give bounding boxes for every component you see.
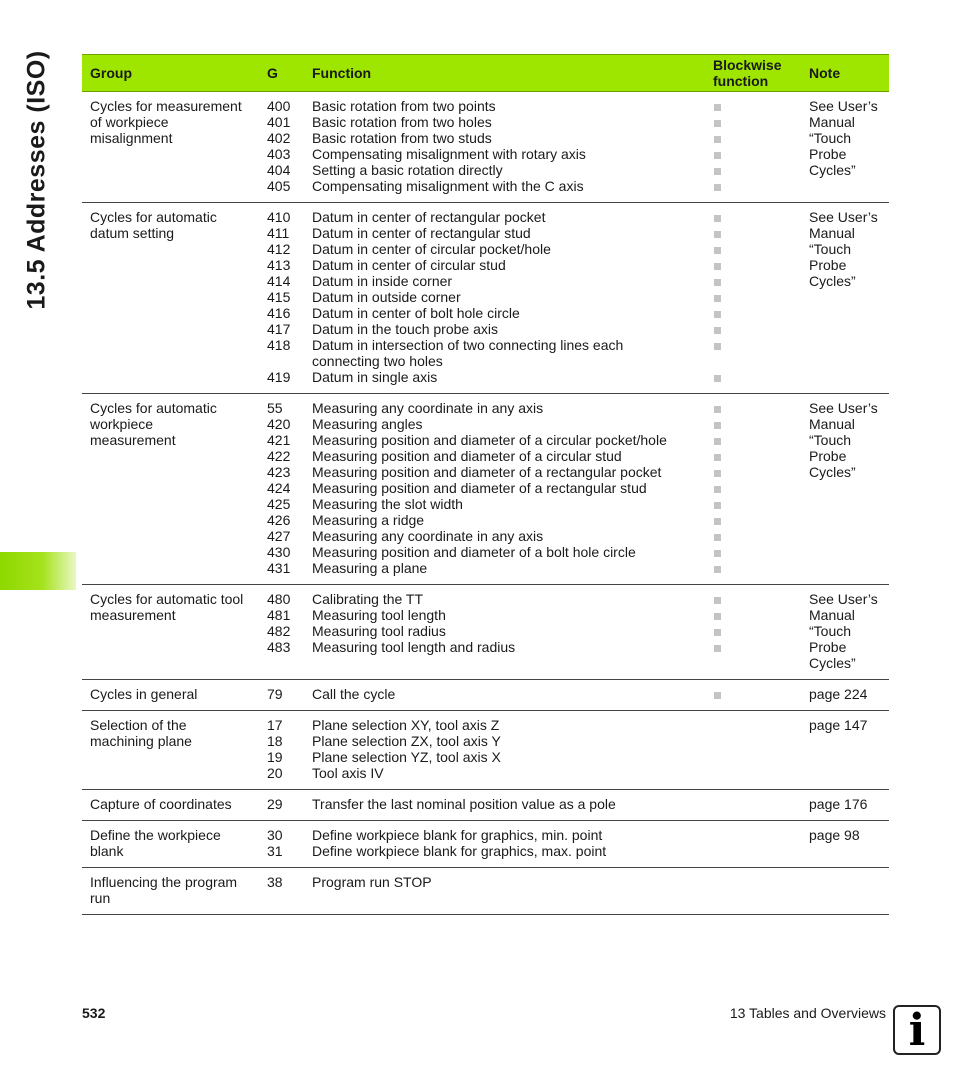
- function-cell: [304, 821, 705, 868]
- note-cell: [801, 394, 889, 585]
- note-cell: [801, 585, 889, 680]
- function-text: Measuring position and diameter of a bolt hole circle: [312, 544, 636, 560]
- note-cell: [801, 92, 889, 203]
- function-text: Basic rotation from two points: [312, 98, 496, 114]
- square-bullet-icon: [714, 375, 721, 382]
- g-code: 424: [267, 480, 291, 496]
- group-text-line: run: [90, 890, 111, 906]
- blockwise-marker: [713, 225, 793, 241]
- g-code: 414: [267, 273, 291, 289]
- group-cell: [82, 711, 259, 790]
- g-code: 422: [267, 448, 291, 464]
- group-cell: [82, 92, 259, 203]
- blockwise-marker: [713, 464, 793, 480]
- group-cell: [82, 868, 259, 915]
- group-text-line: blank: [90, 843, 124, 859]
- g-code: 38: [267, 874, 283, 890]
- function-text: Datum in outside corner: [312, 289, 461, 305]
- chapter-label: 13 Tables and Overviews: [729, 1005, 886, 1021]
- note-text-line: Probe: [809, 146, 847, 162]
- note-text-line: See User’s: [809, 400, 878, 416]
- g-code-cell: [259, 821, 304, 868]
- note-text-line: “Touch: [809, 241, 852, 257]
- group-text-line: datum setting: [90, 225, 175, 241]
- square-bullet-icon: [714, 279, 721, 286]
- function-text: Measuring tool length: [312, 607, 446, 623]
- square-bullet-icon: [714, 247, 721, 254]
- g-code: 31: [267, 843, 283, 859]
- note-text-line: See User’s: [809, 98, 878, 114]
- function-text: Datum in center of rectangular pocket: [312, 209, 546, 225]
- group-cell: [82, 394, 259, 585]
- square-bullet-icon: [714, 327, 721, 334]
- g-code: 426: [267, 512, 291, 528]
- g-code: 416: [267, 305, 291, 321]
- g-code: 419: [267, 369, 291, 385]
- group-cell: [82, 680, 259, 711]
- function-text: Compensating misalignment with rotary axis: [312, 146, 586, 162]
- square-bullet-icon: [714, 215, 721, 222]
- function-text: Tool axis IV: [312, 765, 384, 781]
- function-text: Measuring a plane: [312, 560, 428, 576]
- function-text: Define workpiece blank for graphics, min. point: [312, 827, 603, 843]
- blockwise-marker: [713, 162, 793, 178]
- square-bullet-icon: [714, 502, 721, 509]
- blockwise-marker: [713, 98, 793, 114]
- function-text: Datum in center of circular stud: [312, 257, 506, 273]
- g-code: 427: [267, 528, 291, 544]
- function-text: Plane selection XY, tool axis Z: [312, 717, 500, 733]
- blockwise-marker: [713, 432, 793, 448]
- note-cell: [801, 680, 889, 711]
- function-text: Transfer the last nominal position value as a pole: [312, 796, 616, 812]
- function-text: Basic rotation from two holes: [312, 114, 492, 130]
- blockwise-marker: [713, 623, 793, 639]
- function-text: Measuring angles: [312, 416, 423, 432]
- iso-address-table: [82, 54, 889, 915]
- g-code-cell: [259, 868, 304, 915]
- table-header-row: [82, 55, 889, 92]
- blockwise-marker: [713, 178, 793, 194]
- function-text: Datum in the touch probe axis: [312, 321, 498, 337]
- g-code: 29: [267, 796, 283, 812]
- square-bullet-icon: [714, 120, 721, 127]
- table-row: [82, 394, 889, 585]
- table-row: [82, 203, 889, 394]
- function-text: Basic rotation from two studs: [312, 130, 492, 146]
- info-icon: i: [893, 1005, 941, 1055]
- chapter-tab-marker: [0, 552, 76, 590]
- side-title-text: 13.5 Addresses (ISO): [22, 50, 51, 310]
- square-bullet-icon: [714, 629, 721, 636]
- g-code: 17: [267, 717, 283, 733]
- g-code: 405: [267, 178, 291, 194]
- blockwise-marker: [713, 273, 793, 289]
- blockwise-marker: [713, 146, 793, 162]
- function-text: Datum in intersection of two connecting lines each: [312, 337, 624, 353]
- group-text-line: of workpiece: [90, 114, 169, 130]
- blockwise-marker: [713, 257, 793, 273]
- group-text-line: measurement: [90, 607, 176, 623]
- g-code: 402: [267, 130, 291, 146]
- square-bullet-icon: [714, 295, 721, 302]
- function-text: Measuring a ridge: [312, 512, 425, 528]
- header-function: Function: [304, 55, 705, 92]
- function-text: Define workpiece blank for graphics, max. point: [312, 843, 607, 859]
- function-text: Calibrating the TT: [312, 591, 424, 607]
- g-code: 482: [267, 623, 291, 639]
- function-text: Setting a basic rotation directly: [312, 162, 503, 178]
- blockwise-marker: [713, 321, 793, 337]
- g-code: 55: [267, 400, 283, 416]
- blockwise-marker: [713, 639, 793, 655]
- note-text-line: Manual: [809, 607, 855, 623]
- note-text-line: page 176: [809, 796, 868, 812]
- g-code: 425: [267, 496, 291, 512]
- table-row: [82, 711, 889, 790]
- square-bullet-icon: [714, 550, 721, 557]
- g-code: 79: [267, 686, 283, 702]
- g-code: 403: [267, 146, 291, 162]
- square-bullet-icon: [714, 152, 721, 159]
- note-text-line: “Touch: [809, 432, 852, 448]
- blockwise-marker: [713, 496, 793, 512]
- blockwise-cell: [705, 868, 801, 915]
- square-bullet-icon: [714, 343, 721, 350]
- function-text: Datum in center of bolt hole circle: [312, 305, 520, 321]
- square-bullet-icon: [714, 566, 721, 573]
- function-text: Plane selection YZ, tool axis X: [312, 749, 501, 765]
- blockwise-marker: [713, 827, 793, 843]
- blockwise-marker: [713, 733, 793, 749]
- g-code: 404: [267, 162, 291, 178]
- g-code: 431: [267, 560, 291, 576]
- blockwise-marker: [713, 337, 793, 353]
- g-code: 421: [267, 432, 291, 448]
- g-code: 413: [267, 257, 291, 273]
- function-text: Datum in inside corner: [312, 273, 453, 289]
- function-cell: [304, 585, 705, 680]
- note-text-line: Cycles”: [809, 464, 856, 480]
- g-code: 483: [267, 639, 291, 655]
- g-code-cell: [259, 394, 304, 585]
- square-bullet-icon: [714, 534, 721, 541]
- function-text: Measuring position and diameter of a rectangular pocket: [312, 464, 662, 480]
- group-text-line: Cycles in general: [90, 686, 198, 702]
- square-bullet-icon: [714, 231, 721, 238]
- blockwise-cell: [705, 711, 801, 790]
- g-code: 430: [267, 544, 291, 560]
- g-code: [267, 353, 296, 369]
- note-text-line: “Touch: [809, 623, 852, 639]
- function-cell: [304, 680, 705, 711]
- square-bullet-icon: [714, 406, 721, 413]
- blockwise-marker: [713, 843, 793, 859]
- blockwise-cell: [705, 790, 801, 821]
- square-bullet-icon: [714, 263, 721, 270]
- blockwise-cell: [705, 680, 801, 711]
- table-row: [82, 868, 889, 915]
- g-code: 411: [267, 225, 290, 241]
- g-code: 30: [267, 827, 283, 843]
- note-text-line: Probe: [809, 639, 847, 655]
- square-bullet-icon: [714, 104, 721, 111]
- square-bullet-icon: [714, 311, 721, 318]
- function-text: Call the cycle: [312, 686, 396, 702]
- function-text: Compensating misalignment with the C axis: [312, 178, 584, 194]
- g-code: 19: [267, 749, 283, 765]
- note-text-line: Cycles”: [809, 655, 856, 671]
- blockwise-marker: [713, 209, 793, 225]
- blockwise-cell: [705, 585, 801, 680]
- blockwise-marker: [713, 130, 793, 146]
- blockwise-marker: [713, 241, 793, 257]
- note-text-line: See User’s: [809, 591, 878, 607]
- blockwise-marker: [713, 400, 793, 416]
- g-code-cell: [259, 680, 304, 711]
- g-code: 417: [267, 321, 291, 337]
- note-text-line: Cycles”: [809, 273, 856, 289]
- g-code: 400: [267, 98, 291, 114]
- function-text: Measuring tool radius: [312, 623, 446, 639]
- blockwise-marker: [713, 717, 793, 733]
- g-code: 480: [267, 591, 291, 607]
- group-cell: [82, 203, 259, 394]
- g-code-cell: [259, 790, 304, 821]
- g-code-cell: [259, 92, 304, 203]
- square-bullet-icon: [714, 136, 721, 143]
- function-text: Datum in single axis: [312, 369, 438, 385]
- blockwise-marker: [713, 448, 793, 464]
- g-code: 401: [267, 114, 291, 130]
- function-text: Program run STOP: [312, 874, 432, 890]
- square-bullet-icon: [714, 168, 721, 175]
- note-text-line: page 224: [809, 686, 868, 702]
- function-text: Measuring any coordinate in any axis: [312, 528, 544, 544]
- g-code: 412: [267, 241, 291, 257]
- square-bullet-icon: [714, 613, 721, 620]
- page-number: 532: [82, 1005, 106, 1021]
- header-g: G: [259, 55, 304, 92]
- function-cell: [304, 394, 705, 585]
- blockwise-marker: [713, 305, 793, 321]
- function-text: Measuring tool length and radius: [312, 639, 516, 655]
- note-cell: [801, 790, 889, 821]
- note-cell: [801, 821, 889, 868]
- g-code: 18: [267, 733, 283, 749]
- function-cell: [304, 92, 705, 203]
- note-cell: [801, 203, 889, 394]
- group-cell: [82, 821, 259, 868]
- function-text: Datum in center of rectangular stud: [312, 225, 531, 241]
- header-blockwise: [705, 55, 801, 92]
- note-text-line: Manual: [809, 114, 855, 130]
- blockwise-marker: [713, 686, 793, 702]
- note-text-line: Probe: [809, 448, 847, 464]
- blockwise-marker: [713, 796, 793, 812]
- g-code: 418: [267, 337, 291, 353]
- blockwise-marker: [713, 528, 793, 544]
- group-text-line: Cycles for automatic: [90, 209, 217, 225]
- square-bullet-icon: [714, 486, 721, 493]
- note-text-line: page 147: [809, 717, 868, 733]
- function-text: Measuring any coordinate in any axis: [312, 400, 544, 416]
- group-text-line: Cycles for measurement: [90, 98, 242, 114]
- group-cell: [82, 585, 259, 680]
- square-bullet-icon: [714, 470, 721, 477]
- blockwise-marker: [713, 512, 793, 528]
- group-text-line: workpiece: [90, 416, 154, 432]
- table-row: [82, 790, 889, 821]
- group-text-line: Cycles for automatic tool: [90, 591, 244, 607]
- group-text-line: Capture of coordinates: [90, 796, 232, 812]
- group-text-line: Define the workpiece: [90, 827, 221, 843]
- note-text-line: “Touch: [809, 130, 852, 146]
- function-cell: [304, 868, 705, 915]
- note-text-line: See User’s: [809, 209, 878, 225]
- g-code: 410: [267, 209, 291, 225]
- note-text-line: Manual: [809, 225, 855, 241]
- note-cell: [801, 868, 889, 915]
- square-bullet-icon: [714, 692, 721, 699]
- note-text-line: Manual: [809, 416, 855, 432]
- g-code: 420: [267, 416, 291, 432]
- side-title: [17, 50, 57, 310]
- square-bullet-icon: [714, 454, 721, 461]
- blockwise-marker: [713, 114, 793, 130]
- g-code-cell: [259, 711, 304, 790]
- square-bullet-icon: [714, 518, 721, 525]
- blockwise-marker: [713, 591, 793, 607]
- table-row: [82, 680, 889, 711]
- table-row: [82, 585, 889, 680]
- square-bullet-icon: [714, 597, 721, 604]
- blockwise-marker: [713, 289, 793, 305]
- blockwise-marker: [713, 560, 793, 576]
- group-text-line: machining plane: [90, 733, 192, 749]
- blockwise-cell: [705, 821, 801, 868]
- square-bullet-icon: [714, 438, 721, 445]
- group-text-line: Cycles for automatic: [90, 400, 217, 416]
- function-text: Plane selection ZX, tool axis Y: [312, 733, 501, 749]
- function-cell: [304, 203, 705, 394]
- function-text: Measuring position and diameter of a rectangular stud: [312, 480, 647, 496]
- function-text: Datum in center of circular pocket/hole: [312, 241, 551, 257]
- note-text-line: Cycles”: [809, 162, 856, 178]
- square-bullet-icon: [714, 645, 721, 652]
- function-cell: [304, 790, 705, 821]
- blockwise-marker: [713, 874, 793, 890]
- blockwise-marker: [713, 544, 793, 560]
- table-body: [82, 92, 889, 915]
- table-row: [82, 821, 889, 868]
- group-cell: [82, 790, 259, 821]
- header-group: Group: [82, 55, 259, 92]
- table-row: [82, 92, 889, 203]
- g-code: 423: [267, 464, 291, 480]
- group-text-line: misalignment: [90, 130, 173, 146]
- note-cell: [801, 711, 889, 790]
- blockwise-marker: [713, 480, 793, 496]
- function-text: connecting two holes: [312, 353, 443, 369]
- blockwise-marker: [713, 353, 793, 369]
- blockwise-marker: [713, 765, 793, 781]
- group-text-line: measurement: [90, 432, 176, 448]
- blockwise-marker: [713, 416, 793, 432]
- g-code: 415: [267, 289, 291, 305]
- function-cell: [304, 711, 705, 790]
- g-code-cell: [259, 585, 304, 680]
- square-bullet-icon: [714, 422, 721, 429]
- blockwise-cell: [705, 394, 801, 585]
- note-text-line: page 98: [809, 827, 860, 843]
- blockwise-cell: [705, 203, 801, 394]
- function-text: Measuring position and diameter of a circular pocket/hole: [312, 432, 667, 448]
- blockwise-marker: [713, 607, 793, 623]
- function-text: Measuring position and diameter of a circular stud: [312, 448, 622, 464]
- blockwise-marker: [713, 369, 793, 385]
- group-text-line: Selection of the: [90, 717, 187, 733]
- blockwise-marker: [713, 749, 793, 765]
- g-code: 481: [267, 607, 291, 623]
- function-text: Measuring the slot width: [312, 496, 463, 512]
- group-text-line: Influencing the program: [90, 874, 238, 890]
- header-note: Note: [801, 55, 889, 92]
- note-text-line: Probe: [809, 257, 847, 273]
- g-code-cell: [259, 203, 304, 394]
- blockwise-cell: [705, 92, 801, 203]
- square-bullet-icon: [714, 184, 721, 191]
- g-code: 20: [267, 765, 283, 781]
- header-blockwise-label: Blockwise function: [713, 57, 782, 89]
